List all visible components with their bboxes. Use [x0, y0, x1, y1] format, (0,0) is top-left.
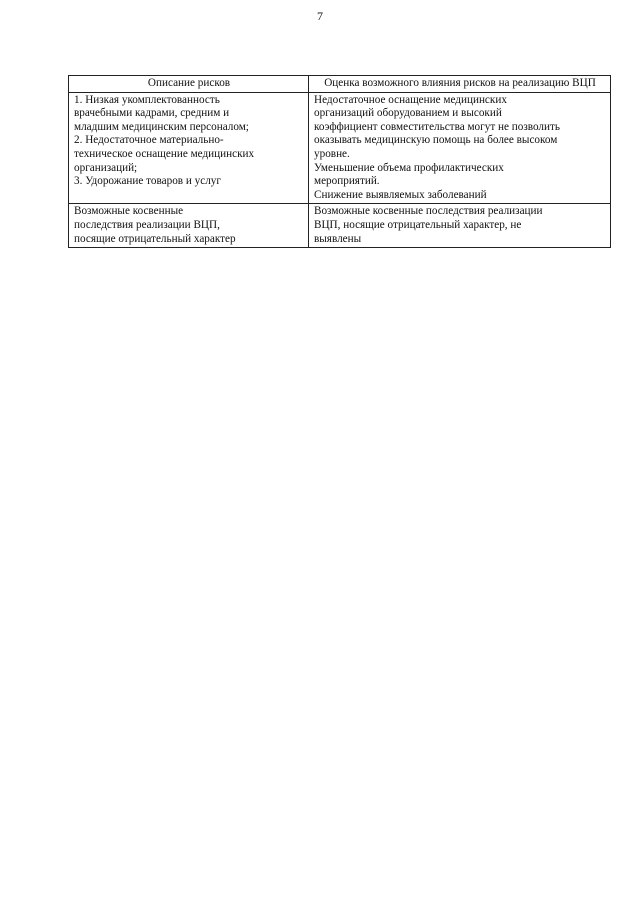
- table-row: [69, 204, 611, 248]
- table-row: [69, 92, 611, 204]
- cell-line: коэффициент совместительства могут не позволить: [314, 120, 560, 133]
- cell-line: мероприятий.: [314, 175, 380, 188]
- cell-line: Недостаточное оснащение медицинских: [314, 93, 507, 106]
- risk-impact-cell: [309, 92, 611, 204]
- cell-line: врачебными кадрами, средним и: [74, 107, 230, 120]
- cell-line: выявлены: [314, 232, 362, 245]
- cell-line: 3. Удорожание товаров и услуг: [74, 175, 221, 188]
- page-number: 7: [317, 9, 323, 23]
- cell-line: Уменьшение объема профилактических: [314, 161, 504, 174]
- cell-line: 1. Низкая укомплектованность: [74, 93, 220, 106]
- cell-line: техническое оснащение медицинских: [74, 147, 255, 160]
- cell-line: посящие отрицательный характер: [74, 232, 236, 245]
- cell-line: Снижение выявляемых заболеваний: [314, 188, 487, 201]
- cell-line: Возможные косвенные: [74, 205, 184, 218]
- cell-line: Возможные косвенные последствия реализации: [314, 205, 543, 218]
- cell-line: организаций оборудованием и высокий: [314, 107, 502, 120]
- risk-impact-cell: [309, 204, 611, 248]
- cell-line: 2. Недостаточное материально-: [74, 134, 224, 147]
- cell-line: последствия реализации ВЦП,: [74, 218, 220, 231]
- cell-line: оказывать медицинскую помощь на более высоком: [314, 134, 558, 147]
- risk-description-cell: [69, 92, 309, 204]
- cell-line: ВЦП, носящие отрицательный характер, не: [314, 218, 522, 231]
- header-risk-description: Описание рисков: [69, 76, 309, 93]
- risk-description-cell: [69, 204, 309, 248]
- table-header-row: [69, 76, 611, 93]
- header-risk-impact: Оценка возможного влияния рисков на реализацию ВЦП: [309, 76, 611, 93]
- cell-line: организаций;: [74, 161, 138, 174]
- cell-line: уровне.: [314, 147, 350, 160]
- cell-line: младшим медицинским персоналом;: [74, 120, 249, 133]
- risk-assessment-table: [68, 75, 611, 248]
